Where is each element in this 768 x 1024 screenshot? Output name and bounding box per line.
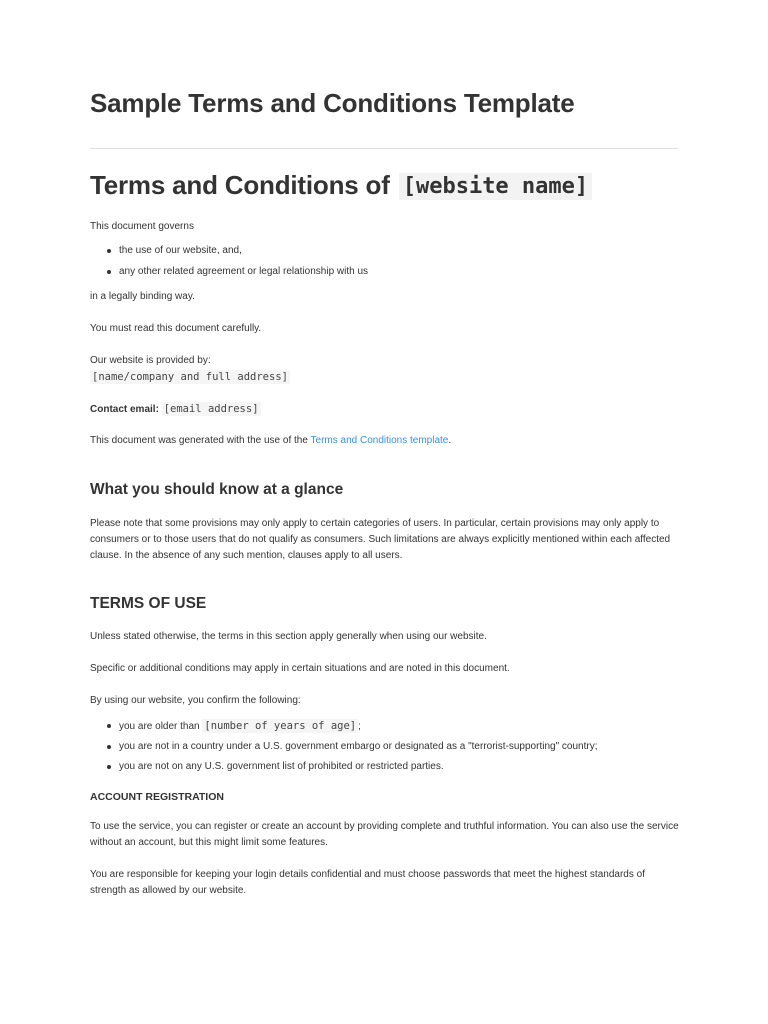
list-item: [90, 739, 597, 760]
list-item: [90, 243, 368, 264]
age-bullet-prefix: you are older than: [119, 721, 203, 732]
bullet-icon: [107, 745, 111, 749]
glance-heading: What you should know at a glance: [90, 481, 344, 498]
generated-note: [90, 433, 451, 449]
list-item: [90, 718, 597, 739]
read-carefully-text: You must read this document carefully.: [90, 323, 262, 334]
list-item-text: any other related agreement or legal relationship with us: [119, 265, 369, 277]
bullet-icon: [107, 724, 111, 728]
terms-heading: [90, 170, 592, 201]
website-name-placeholder: [website name]: [399, 173, 592, 200]
contact-email-label: Contact email:: [90, 404, 159, 415]
list-item-text: you are not in a country under a U.S. government embargo or designated as a "terrorist-supporting" country;: [119, 740, 598, 752]
account-paragraph-2: You are responsible for keeping your login details confidential and must choose passwords that meet the highest standards of strength as allowed by our website.: [90, 869, 645, 896]
generated-note-prefix: This document was generated with the use of the: [90, 435, 311, 446]
terms-of-use-heading: TERMS OF USE: [90, 595, 207, 612]
intro-bullet-list: [90, 243, 368, 284]
account-paragraph-1: To use the service, you can register or create an account by providing complete and truthful information. You can also use the service without an account, but this might limit some features.: [90, 821, 679, 848]
list-item-text: you are not on any U.S. government list of prohibited or restricted parties.: [119, 761, 444, 772]
document-title: Sample Terms and Conditions Template: [90, 88, 575, 118]
account-registration-heading: ACCOUNT REGISTRATION: [90, 791, 224, 803]
age-placeholder: [number of years of age]: [204, 720, 357, 732]
contact-email-line: [90, 401, 261, 418]
list-item-text: the use of our website, and,: [119, 245, 242, 256]
binding-text: in a legally binding way.: [90, 291, 195, 302]
generated-note-suffix: .: [448, 435, 452, 446]
glance-paragraph: Please note that some provisions may only apply to certain categories of users. In particular, certain provisions may only apply to consumers or to those users that do not qualify as consumers. Such limitations are always explicitly mentioned within each affected clause. In the absence of any such mention, clauses apply to all users.: [90, 518, 671, 561]
age-bullet-suffix: ;: [358, 721, 361, 732]
provider-address-placeholder: [name/company and full address]: [92, 371, 288, 383]
bullet-icon: [107, 249, 111, 253]
contact-email-placeholder: [email address]: [163, 403, 259, 415]
confirm-bullet-list: [90, 718, 597, 780]
bullet-icon: [107, 270, 111, 274]
list-item: [90, 759, 597, 780]
terms-heading-text: Terms and Conditions of: [90, 170, 397, 200]
provided-by-value: [90, 369, 290, 386]
terms-paragraph-1: Unless stated otherwise, the terms in this section apply generally when using our website.: [90, 631, 487, 642]
bullet-icon: [107, 765, 111, 769]
list-item: [90, 264, 368, 285]
terms-template-link[interactable]: Terms and Conditions template: [310, 435, 449, 446]
provided-by-label: Our website is provided by:: [90, 355, 211, 366]
terms-paragraph-2: Specific or additional conditions may apply in certain situations and are noted in this document.: [90, 663, 510, 674]
title-divider: [90, 148, 678, 149]
intro-text: This document governs: [90, 221, 194, 232]
terms-paragraph-3: By using our website, you confirm the following:: [90, 695, 301, 706]
